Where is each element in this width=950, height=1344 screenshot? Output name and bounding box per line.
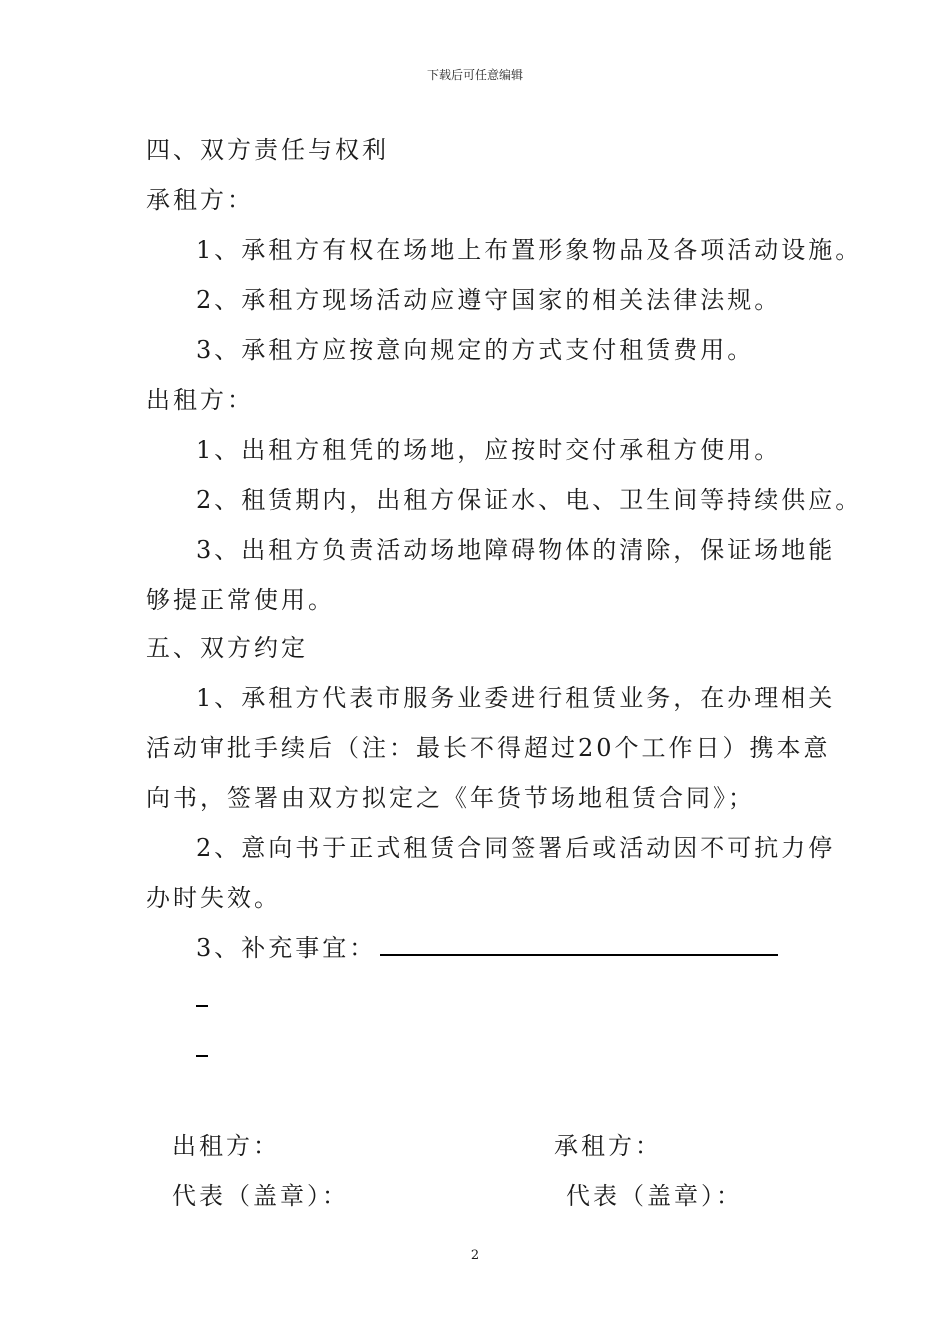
agreement-item-2-cont: 办时失效。 — [146, 884, 281, 912]
lessor-item-2: 2、租赁期内，出租方保证水、电、卫生间等持续供应。 — [196, 486, 863, 514]
lessee-item-2: 2、承租方现场活动应遵守国家的相关法律法规。 — [196, 286, 782, 314]
section-4-title: 四、双方责任与权利 — [146, 136, 389, 164]
signature-lessee-label: 承租方： — [554, 1132, 662, 1160]
section-5-title: 五、双方约定 — [146, 634, 308, 662]
lessor-label: 出租方： — [146, 386, 254, 414]
lessor-item-3: 3、出租方负责活动场地障碍物体的清除，保证场地能 — [196, 536, 836, 564]
supplement-blank — [380, 932, 778, 956]
agreement-item-1: 1、承租方代表市服务业委进行租赁业务，在办理相关 — [196, 684, 836, 712]
agreement-item-2: 2、意向书于正式租赁合同签署后或活动因不可抗力停 — [196, 834, 836, 862]
lessor-item-3-cont: 够提正常使用。 — [146, 586, 335, 614]
page-header: 下载后可任意编辑 — [426, 68, 523, 82]
signature-lessor-label: 出租方： — [172, 1132, 280, 1160]
supplement-label: 3、补充事宜： — [196, 934, 377, 962]
signature-lessee-rep: 代表（盖章）： — [566, 1182, 743, 1210]
agreement-item-1-cont-1: 活动审批手续后（注：最长不得超过20个工作日）携本意 — [146, 734, 831, 762]
agreement-item-1-cont-2: 向书，签署由双方拟定之《年货节场地租赁合同》； — [146, 784, 755, 812]
lessor-item-1: 1、出租方租凭的场地，应按时交付承租方使用。 — [196, 436, 782, 464]
page-number: 2 — [470, 1248, 480, 1263]
blank-dash-1 — [196, 1005, 208, 1007]
blank-dash-2 — [196, 1055, 208, 1057]
lessee-item-3: 3、承租方应按意向规定的方式支付租赁费用。 — [196, 336, 755, 364]
lessee-label: 承租方： — [146, 186, 254, 214]
supplement-line — [196, 932, 778, 964]
lessee-item-1: 1、承租方有权在场地上布置形象物品及各项活动设施。 — [196, 236, 863, 264]
signature-lessor-rep: 代表（盖章）： — [172, 1182, 349, 1210]
